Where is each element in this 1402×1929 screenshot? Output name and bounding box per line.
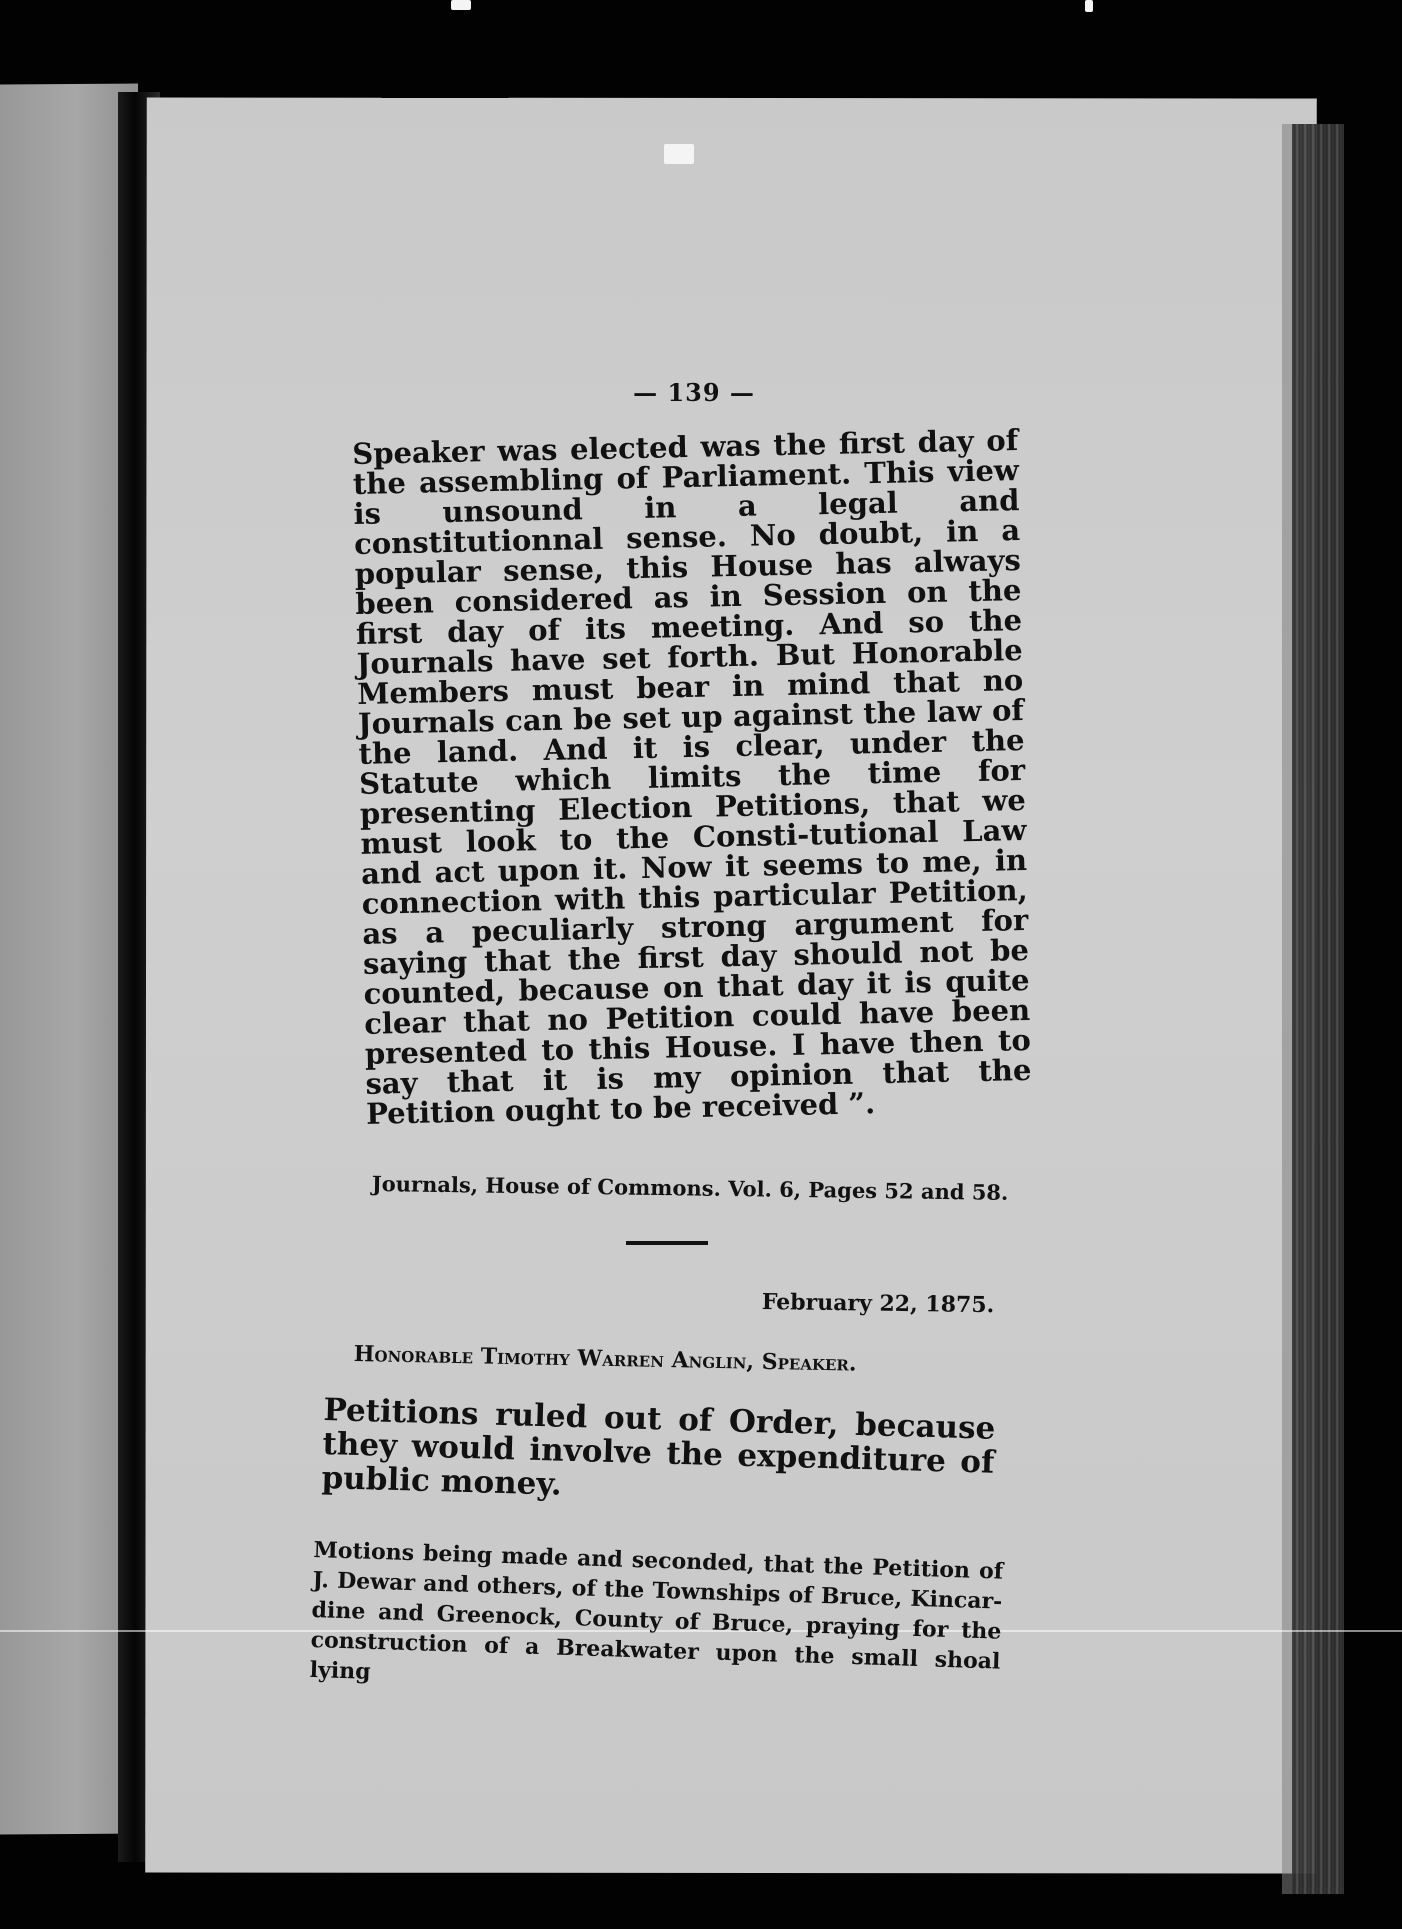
- motion-text: Motions being made and seconded, that the Petition of J. Dewar and others, of the Townships of Bruce, Kincar-dine and Greenock, County of Bruce, praying for the construction of a Breakwater upon the small shoal lying: [309, 1536, 1004, 1685]
- page-number: — 139 —: [633, 378, 755, 407]
- scan-speck: [451, 0, 471, 10]
- page-edge-highlight: [1282, 124, 1292, 1894]
- quoted-ruling-text: Speaker was elected was the first day of the assembling of Parliament. This view is unsound in a legal and constitutionnal sense. No doubt, in a popular sense, this House has always been considered as in Session on the first day of its meeting. And so the Journals have set forth. But Honorable Members must bear in mind that no Journals can be set up against the law of the land. And it is clear, under the Statute which limits the time for presenting Election Petitions, that we must look to the Consti-tutional Law and act upon it. Now it seems to me, in connection with this particular Petition, as a peculiarly strong argument for saying that the first day should not be counted, because on that day it is quite clear that no Petition could have been presented to this House. I have then to say that it is my opinion that the Petition ought to be received ”.: [351, 423, 1032, 1131]
- ruling-date: February 22, 1875.: [761, 1289, 995, 1319]
- citation: Journals, House of Commons. Vol. 6, Pages 52 and 58.: [371, 1171, 1009, 1205]
- speaker-name: Honorable Timothy Warren Anglin, Speaker.: [353, 1341, 857, 1377]
- ruling-heading: Petitions ruled out of Order, because they would involve the expenditure of public money.: [321, 1392, 996, 1503]
- page-spot: [664, 144, 694, 164]
- page-content: [309, 378, 1054, 1685]
- page-stack-edge: [1292, 124, 1344, 1894]
- scan-speck: [1085, 0, 1093, 12]
- section-divider: [626, 1241, 708, 1245]
